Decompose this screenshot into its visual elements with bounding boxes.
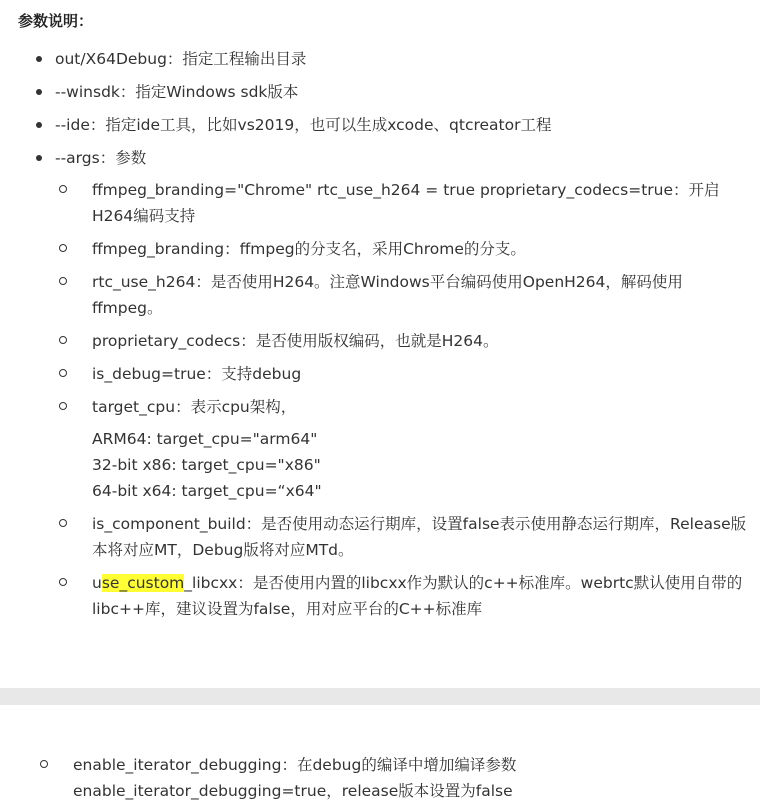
circle-bullet-icon <box>59 578 67 586</box>
bullet-icon <box>36 155 42 161</box>
item-text: proprietary_codecs：是否使用版权编码，也就是H264。 <box>92 332 499 350</box>
list-item <box>55 394 751 504</box>
item-text: --winsdk：指定Windows sdk版本 <box>55 83 299 101</box>
item-text: --ide：指定ide工具，比如vs2019，也可以生成xcode、qtcreator工程 <box>55 116 552 134</box>
list-item <box>55 328 751 354</box>
item-text: rtc_use_h264：是否使用H264。注意Windows平台编码使用OpenH264，解码使用ffmpeg。 <box>92 273 683 317</box>
bottom-list <box>36 752 751 804</box>
list-item <box>36 79 751 105</box>
item-text: target_cpu：表示cpu架构， <box>92 398 297 416</box>
bullet-icon <box>36 89 42 95</box>
param-list <box>36 46 751 629</box>
circle-bullet-icon <box>59 244 67 252</box>
cpu-example-line: ARM64: target_cpu="arm64" <box>92 430 318 448</box>
item-text-suffix: _libcxx：是否使用内置的libcxx作为默认的c++标准库。webrtc默认使用自带的libc++库，建议设置为false，用对应平台的C++标准库 <box>92 574 743 618</box>
item-text: out/X64Debug：指定工程输出目录 <box>55 50 307 68</box>
list-item <box>36 112 751 138</box>
circle-bullet-icon <box>40 760 48 768</box>
list-item <box>55 511 751 563</box>
circle-bullet-icon <box>59 519 67 527</box>
circle-bullet-icon <box>59 369 67 377</box>
section-heading: 参数说明： <box>18 12 94 30</box>
item-text: is_component_build：是否使用动态运行期库，设置false表示使用静态运行期库，Release版本将对应MT，Debug版将对应MTd。 <box>92 515 747 559</box>
circle-bullet-icon <box>59 402 67 410</box>
list-item <box>55 570 751 622</box>
cpu-example-line: 64-bit x64: target_cpu=“x64" <box>92 482 322 500</box>
highlighted-text: se_custom <box>101 574 185 592</box>
list-item <box>55 177 751 229</box>
list-item <box>36 752 751 804</box>
list-item <box>36 145 751 622</box>
item-text: enable_iterator_debugging=true，release版本设置为false <box>73 782 513 800</box>
circle-bullet-icon <box>59 336 67 344</box>
circle-bullet-icon <box>59 277 67 285</box>
list-item <box>55 269 751 321</box>
list-item <box>55 236 751 262</box>
cpu-examples <box>92 426 751 504</box>
list-item <box>55 361 751 387</box>
item-text: ffmpeg_branding：ffmpeg的分支名，采用Chrome的分支。 <box>92 240 526 258</box>
item-text-prefix: u <box>92 574 102 592</box>
section-divider <box>0 688 760 705</box>
cpu-example-line: 32-bit x86: target_cpu="x86" <box>92 456 321 474</box>
circle-bullet-icon <box>59 185 67 193</box>
item-text: ffmpeg_branding="Chrome" rtc_use_h264 = true proprietary_codecs=true：开启H264编码支持 <box>92 181 720 225</box>
bullet-icon <box>36 56 42 62</box>
item-text: is_debug=true：支持debug <box>92 365 302 383</box>
args-list <box>55 177 751 622</box>
item-text: enable_iterator_debugging：在debug的编译中增加编译参数 <box>73 756 517 774</box>
item-text: --args：参数 <box>55 149 147 167</box>
list-item <box>36 46 751 72</box>
bullet-icon <box>36 122 42 128</box>
